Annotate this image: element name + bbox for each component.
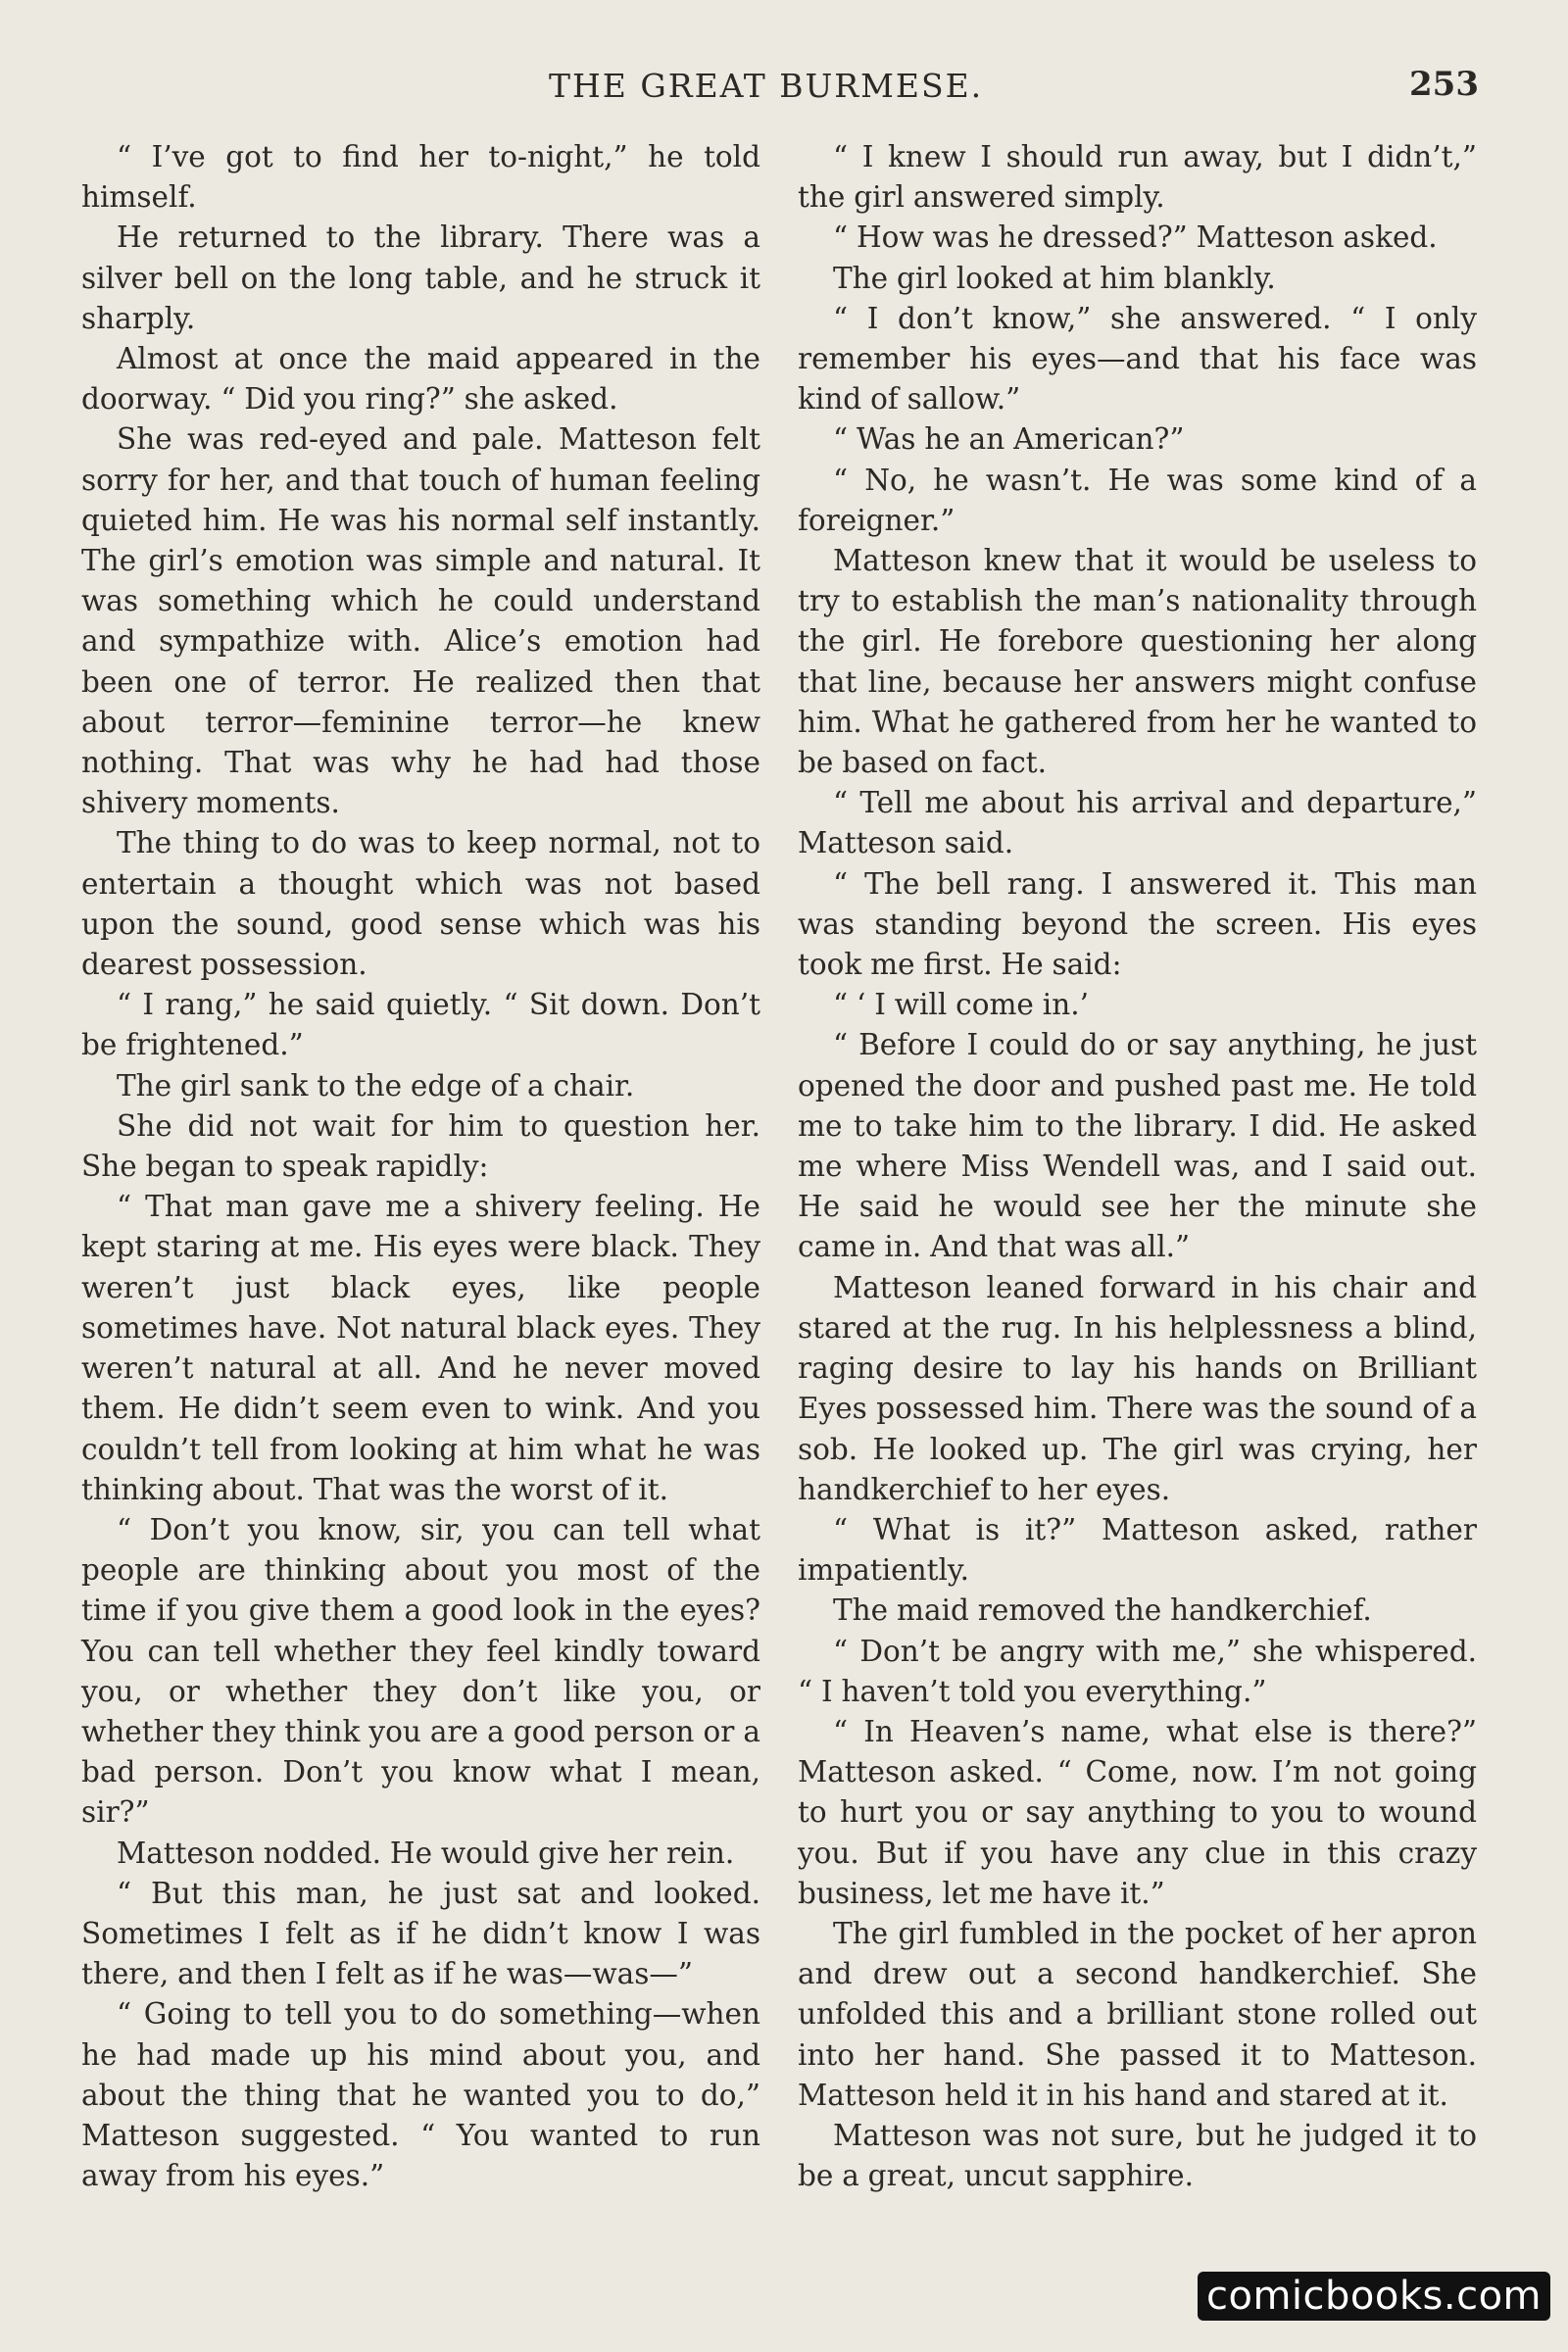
paragraph: The thing to do was to keep normal, not to entertain a thought which was not based upon the sound, good sense which was his dearest possession.	[81, 826, 760, 982]
paragraph: The girl sank to the edge of a chair.	[117, 1068, 635, 1102]
paragraph: “ Going to tell you to do something—when he had made up his mind about you, and about the thing that he wanted you to do,” Matteson suggested. “ You wanted to run away from his eyes.”	[81, 1997, 760, 2193]
paragraph: He returned to the library. There was a silver bell on the long table, and he struck it sharply.	[81, 220, 760, 335]
paragraph: “ Don’t you know, sir, you can tell what people are thinking about you most of the time if you give them a good look in the eyes? You can tell whether they feel kindly toward you, or whether they don’t like you, or whether they think you are a good person or a bad person. Don’t you know what I mean, sir?”	[81, 1512, 760, 1830]
paragraph: “ ‘ I will come in.’	[833, 988, 1089, 1022]
running-title: THE GREAT BURMESE.	[549, 67, 984, 105]
watermark: comicbooks.com	[1198, 2272, 1550, 2321]
paragraph: “ Before I could do or say anything, he just opened the door and pushed past me. He told me to take him to the library. I did. He asked me where Miss Wendell was, and I said out. He said he would see her the minute she came in. And that was all.”	[798, 1028, 1477, 1264]
paragraph: “ I don’t know,” she answered. “ I only remember his eyes—and that his face was kind of sallow.”	[798, 301, 1477, 416]
page-header	[0, 59, 1568, 118]
paragraph: Matteson was not sure, but he judged it to be a great, uncut sapphire.	[798, 2118, 1477, 2193]
left-column	[81, 137, 760, 2196]
paragraph: “ Was he an American?”	[833, 422, 1185, 457]
paragraph: “ In Heaven’s name, what else is there?” Matteson asked. “ Come, now. I’m not going to hurt you or say anything to you to wound you. But if you have any clue in this crazy business, let me have it.”	[798, 1714, 1477, 1910]
paragraph: “ But this man, he just sat and looked. Sometimes I felt as if he didn’t know I was there, and then I felt as if he was—was—”	[81, 1876, 760, 1991]
paragraph: The girl fumbled in the pocket of her apron and drew out a second handkerchief. She unfolded this and a brilliant stone rolled out into her hand. She passed it to Matteson. Matteson held it in his hand and stared at it.	[798, 1916, 1477, 2112]
paragraph: Matteson knew that it would be useless to try to establish the man’s nationality through the girl. He forebore questioning her along that line, because her answers might confuse him. What he gathered from her he wanted to be based on fact.	[798, 544, 1477, 780]
paragraph: She did not wait for him to question her. She began to speak rapidly:	[81, 1108, 760, 1184]
paragraph: “ How was he dressed?” Matteson asked.	[833, 220, 1438, 255]
paragraph: “ I’ve got to find her to-night,” he told himself.	[81, 140, 760, 215]
paragraph: The girl looked at him blankly.	[833, 261, 1276, 295]
paragraph: Matteson leaned forward in his chair and stared at the rug. In his helplessness a blind, raging desire to lay his hands on Brilliant Eyes possessed him. There was the sound of a sob. He looked up. The girl was crying, her handkerchief to her eyes.	[798, 1270, 1477, 1506]
paragraph: Almost at once the maid appeared in the doorway. “ Did you ring?” she asked.	[81, 342, 760, 416]
paragraph: “ I knew I should run away, but I didn’t,” the girl answered simply.	[798, 140, 1477, 215]
paragraph: The maid removed the handkerchief.	[833, 1593, 1372, 1628]
paragraph: “ What is it?” Matteson asked, rather impatiently.	[798, 1512, 1477, 1588]
paragraph: “ Tell me about his arrival and departure,” Matteson said.	[798, 786, 1477, 860]
paragraph: “ Don’t be angry with me,” she whispered. “ I haven’t told you everything.”	[798, 1634, 1477, 1708]
paragraph: “ The bell rang. I answered it. This man was standing beyond the screen. His eyes took me first. He said:	[798, 866, 1477, 982]
page-number: 253	[1409, 65, 1479, 104]
paragraph: “ That man gave me a shivery feeling. He kept staring at me. His eyes were black. They weren’t just black eyes, like people sometimes have. Not natural black eyes. They weren’t natural at all. And he never moved them. He didn’t seem even to wink. And you couldn’t tell from looking at him what he was thinking about. That was the worst of it.	[81, 1190, 760, 1506]
paragraph: “ No, he wasn’t. He was some kind of a foreigner.”	[798, 463, 1477, 537]
paragraph: She was red-eyed and pale. Matteson felt sorry for her, and that touch of human feeling quieted him. He was his normal self instantly. The girl’s emotion was simple and natural. It was something which he could understand and sympathize with. Alice’s emotion had been one of terror. He realized then that about terror—feminine terror—he knew nothing. That was why he had had those shivery moments.	[81, 422, 760, 820]
paragraph: “ I rang,” he said quietly. “ Sit down. Don’t be frightened.”	[81, 988, 760, 1062]
right-column	[798, 137, 1477, 2196]
paragraph: Matteson nodded. He would give her rein.	[117, 1836, 735, 1870]
